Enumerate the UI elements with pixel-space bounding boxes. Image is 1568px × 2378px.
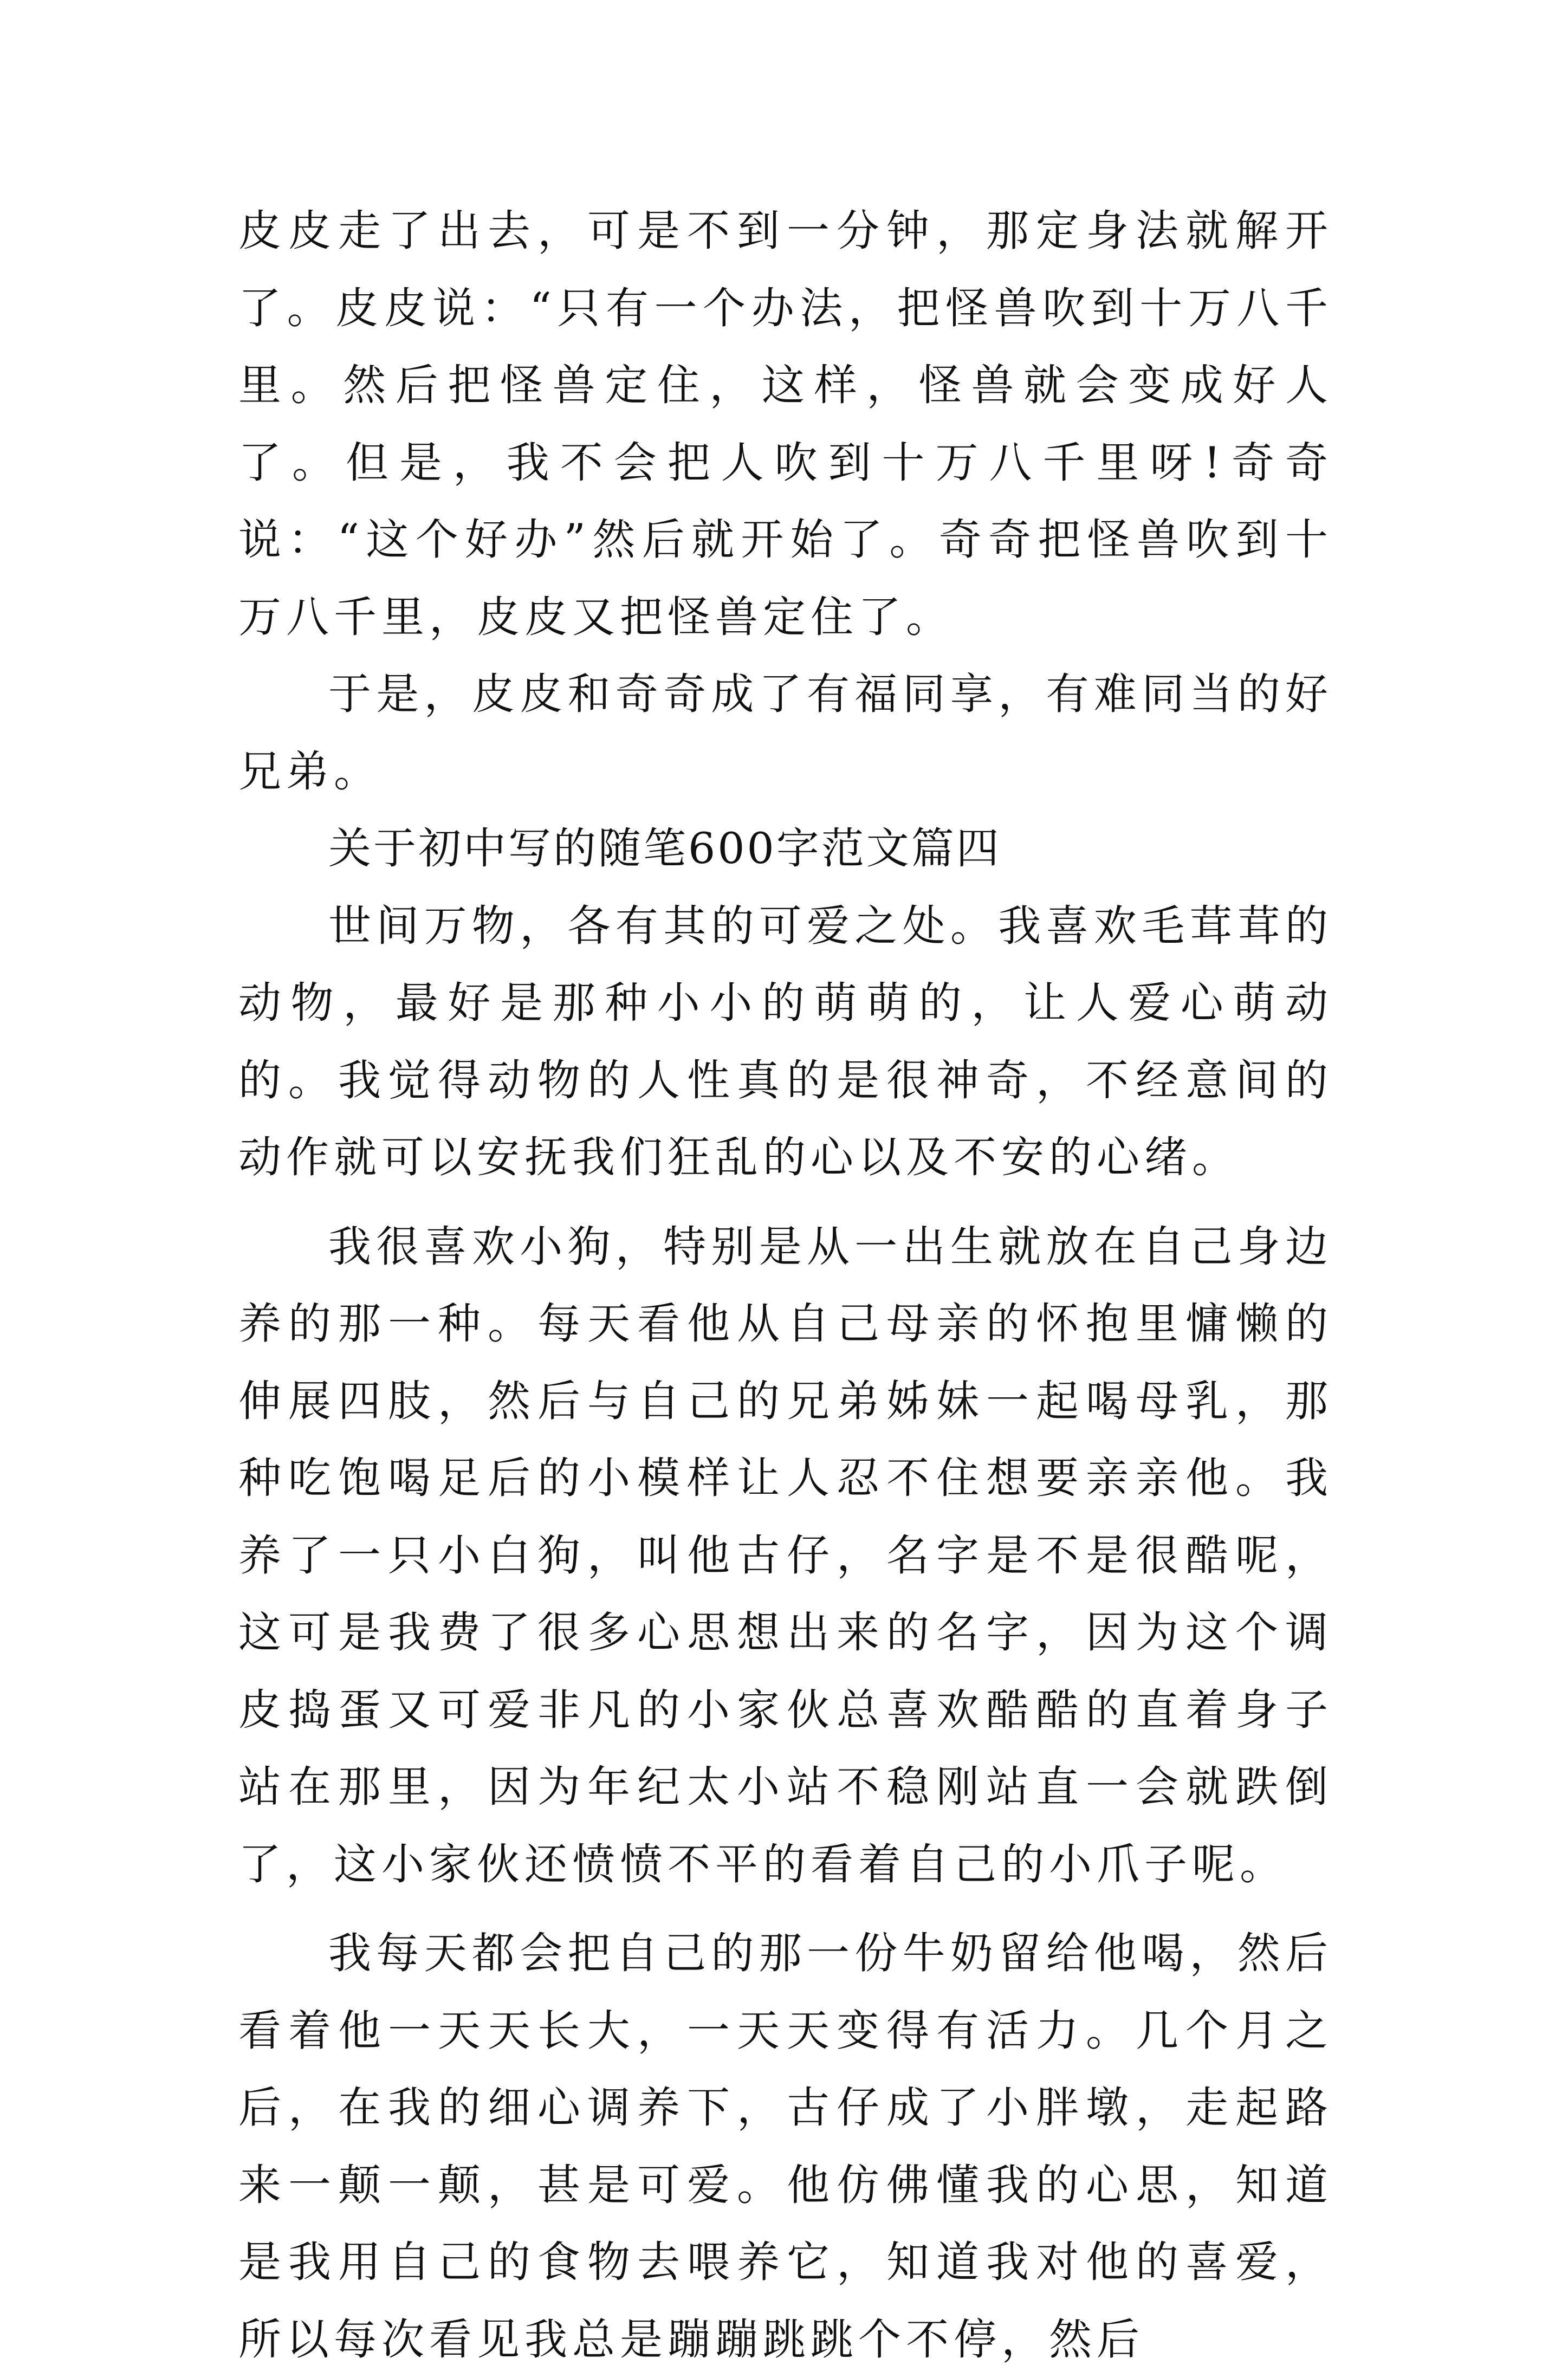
document-body xyxy=(238,192,1333,2378)
section-heading: 关于初中写的随笔600字范文篇四 xyxy=(328,824,1001,873)
paragraph-4: 我很喜欢小狗，特别是从一出生就放在自己身边养的那一种。每天看他从自己母亲的怀抱里慵懒的伸展四肢，然后与自己的兄弟姊妹一起喝母乳，那种吃饱喝足后的小模样让人忍不住想要亲亲他。我养了一只小白狗，叫他古仔，名字是不是很酷呢，这可是我费了很多心思想出来的名字，因为这个调皮捣蛋又可爱非凡的小家伙总喜欢酷酷的直着身子站在那里，因为年纪太小站不稳刚站直一会就跌倒了，这小家伙还愤愤不平的看着自己的小爪子呢。 xyxy=(238,1221,1333,1889)
paragraph-5: 我每天都会把自己的那一份牛奶留给他喝，然后看着他一天天长大，一天天变得有活力。几个月之后，在我的细心调养下，古仔成了小胖墩，走起路来一颠一颠，甚是可爱。他仿佛懂我的心思，知道是我用自己的食物去喂养它，知道我对他的喜爱，所以每次看见我总是蹦蹦跳跳个不停，然后 xyxy=(238,1928,1333,2364)
paragraph-2: 于是，皮皮和奇奇成了有福同享，有难同当的好兄弟。 xyxy=(238,669,1333,796)
paragraph-1: 皮皮走了出去，可是不到一分钟，那定身法就解开了。皮皮说：“只有一个办法，把怪兽吹到十万八千里。然后把怪兽定住，这样，怪兽就会变成好人了。但是，我不会把人吹到十万八千里呀!奇奇说：“这个好办”然后就开始了。奇奇把怪兽吹到十万八千里，皮皮又把怪兽定住了。 xyxy=(238,206,1333,642)
paragraph-3: 世间万物，各有其的可爱之处。我喜欢毛茸茸的动物，最好是那种小小的萌萌的，让人爱心萌动的。我觉得动物的人性真的是很神奇，不经意间的动作就可以安抚我们狂乱的心以及不安的心绪。 xyxy=(238,900,1333,1182)
